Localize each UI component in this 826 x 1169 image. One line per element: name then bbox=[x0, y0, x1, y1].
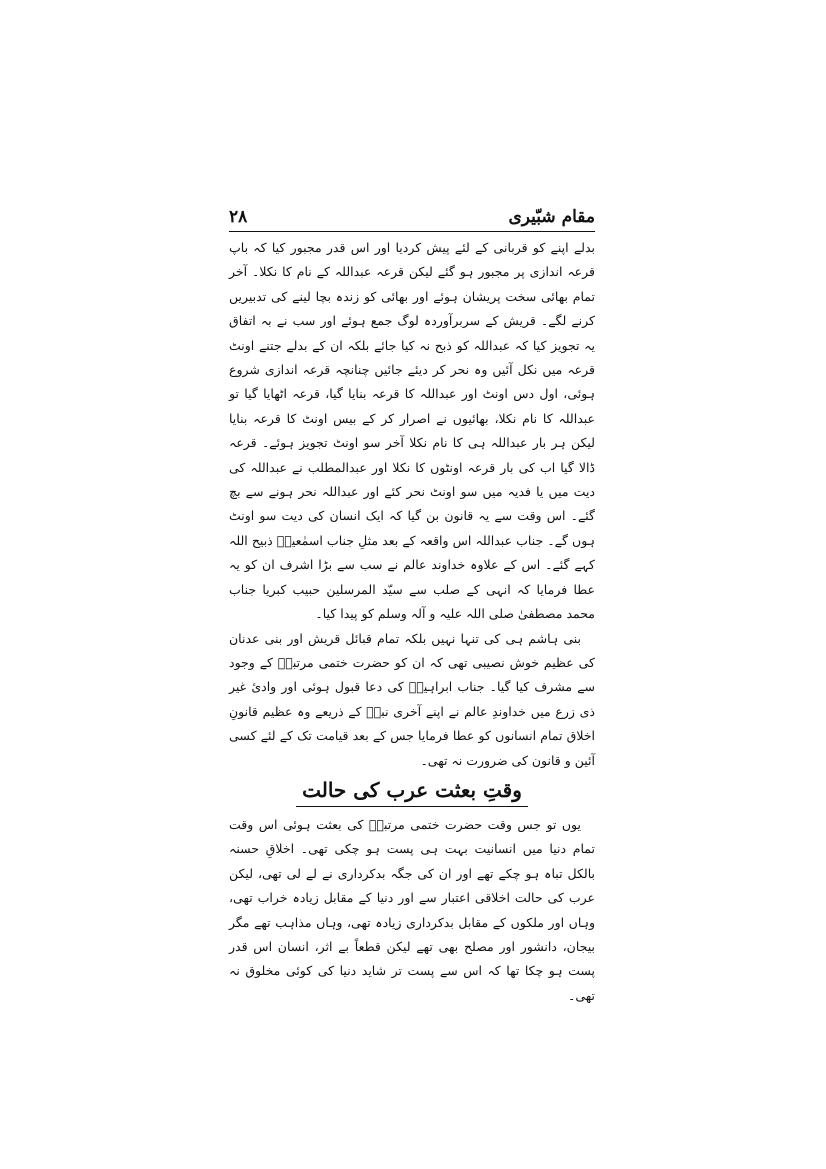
paragraph: بدلے اپنے کو قربانی کے لئے پیش کردیا اور اس قدر مجبور کیا کہ باپ قرعہ اندازی پر مجبور ہو گئے لیکن قرعہ عبداللہ کے نام کا نکلا۔ آخر تمام بھائی سخت پریشان ہوئے اور بھائی کو زندہ بچا لینے کی تدبیریں کرنے لگے۔ قریش کے سربرآوردہ لوگ جمع ہوئے اور سب نے بہ اتفاق یہ تجویز کیا کہ عبداللہ کو ذبح نہ کیا جائے بلکہ ان کے بدلے جتنے اونٹ قرعہ میں نکل آئیں وہ نحر کر دیئے جائیں چنانچہ قرعہ اندازی شروع ہوئی، اول دس اونٹ اور عبداللہ کا قرعہ بنایا گیا، قرعہ اٹھایا گیا تو عبداللہ کا نام نکلا، بھائیوں نے اصرار کر کے بیس اونٹ کا قرعہ بنایا لیکن ہر بار عبداللہ ہی کا نام نکلا آخر سو اونٹ تجویز ہوئے۔ قرعہ ڈالا گیا اب کی بار قرعہ اونٹوں کا نکلا اور عبدالمطلب نے عبداللہ کی دیت میں یا فدیہ میں سو اونٹ نحر کئے اور عبداللہ نحر ہونے سے بچ گئے۔ اس وقت سے یہ قانون بن گیا کہ ایک انسان کی دیت سو اونٹ ہوں گے۔ جناب عبداللہ اس واقعہ کے بعد مثلِ جناب اسمٰعیلؑ ذبیح اللہ کہے گئے۔ اس کے علاوہ خداوند عالم نے سب سے بڑا اشرف ان کو یہ عطا فرمایا کہ انہی کے صلب سے سیّد المرسلین حبیب کبریا جناب محمد مصطفیٰ صلی اللہ علیہ و آلہ وسلم کو پیدا کیا۔ bbox=[229, 240, 595, 622]
page-body bbox=[229, 236, 595, 1008]
header-divider bbox=[229, 231, 595, 232]
book-title: مقام شبّیری bbox=[508, 207, 595, 227]
paragraph: بنی ہاشم ہی کی تنہا نہیں بلکہ تمام قبائل قریش اور بنی عدنان کی عظیم خوش نصیبی تھی کہ ان کو حضرت ختمی مرتبتؐ کے وجود سے مشرف کیا گیا۔ جناب ابراہیمؑ کی دعا قبول ہوئی اور وادیٔ غیر ذی زرع میں خداوندِ عالم نے اپنے آخری نبیؐ کے ذریعے وہ عظیم قانونِ اخلاق تمام انسانوں کو عطا فرمایا جس کے بعد قیامت تک کے لئے کسی آئین و قانون کی ضرورت نہ تھی۔ bbox=[229, 630, 595, 768]
section-heading-text: وقتِ بعثت عرب کی حالت bbox=[296, 775, 528, 807]
page-number: ۲۸ bbox=[229, 207, 248, 227]
section-heading bbox=[229, 775, 595, 807]
paragraph: یوں تو جس وقت حضرت ختمی مرتبتؐ کی بعثت ہوئی اس وقت تمام دنیا میں انسانیت بہت ہی پست ہو چکی تھی۔ اخلاقِ حسنہ بالکل تباہ ہو چکے تھے اور ان کی جگہ بدکرداری نے لے لی تھی، لیکن عرب کی حالت اخلاقی اعتبار سے اور دنیا کے مقابل زیادہ خراب تھی، وہاں اور ملکوں کے مقابل بدکرداری زیادہ تھی، وہاں مذاہب تھے مگر بیجان، دانشور اور مصلح بھی تھے لیکن قطعاً بے اثر، انسان اس قدر پست ہو چکا تھا کہ اس سے پست تر شاید دنیا کی کوئی مخلوق نہ تھی۔ bbox=[229, 816, 595, 1003]
